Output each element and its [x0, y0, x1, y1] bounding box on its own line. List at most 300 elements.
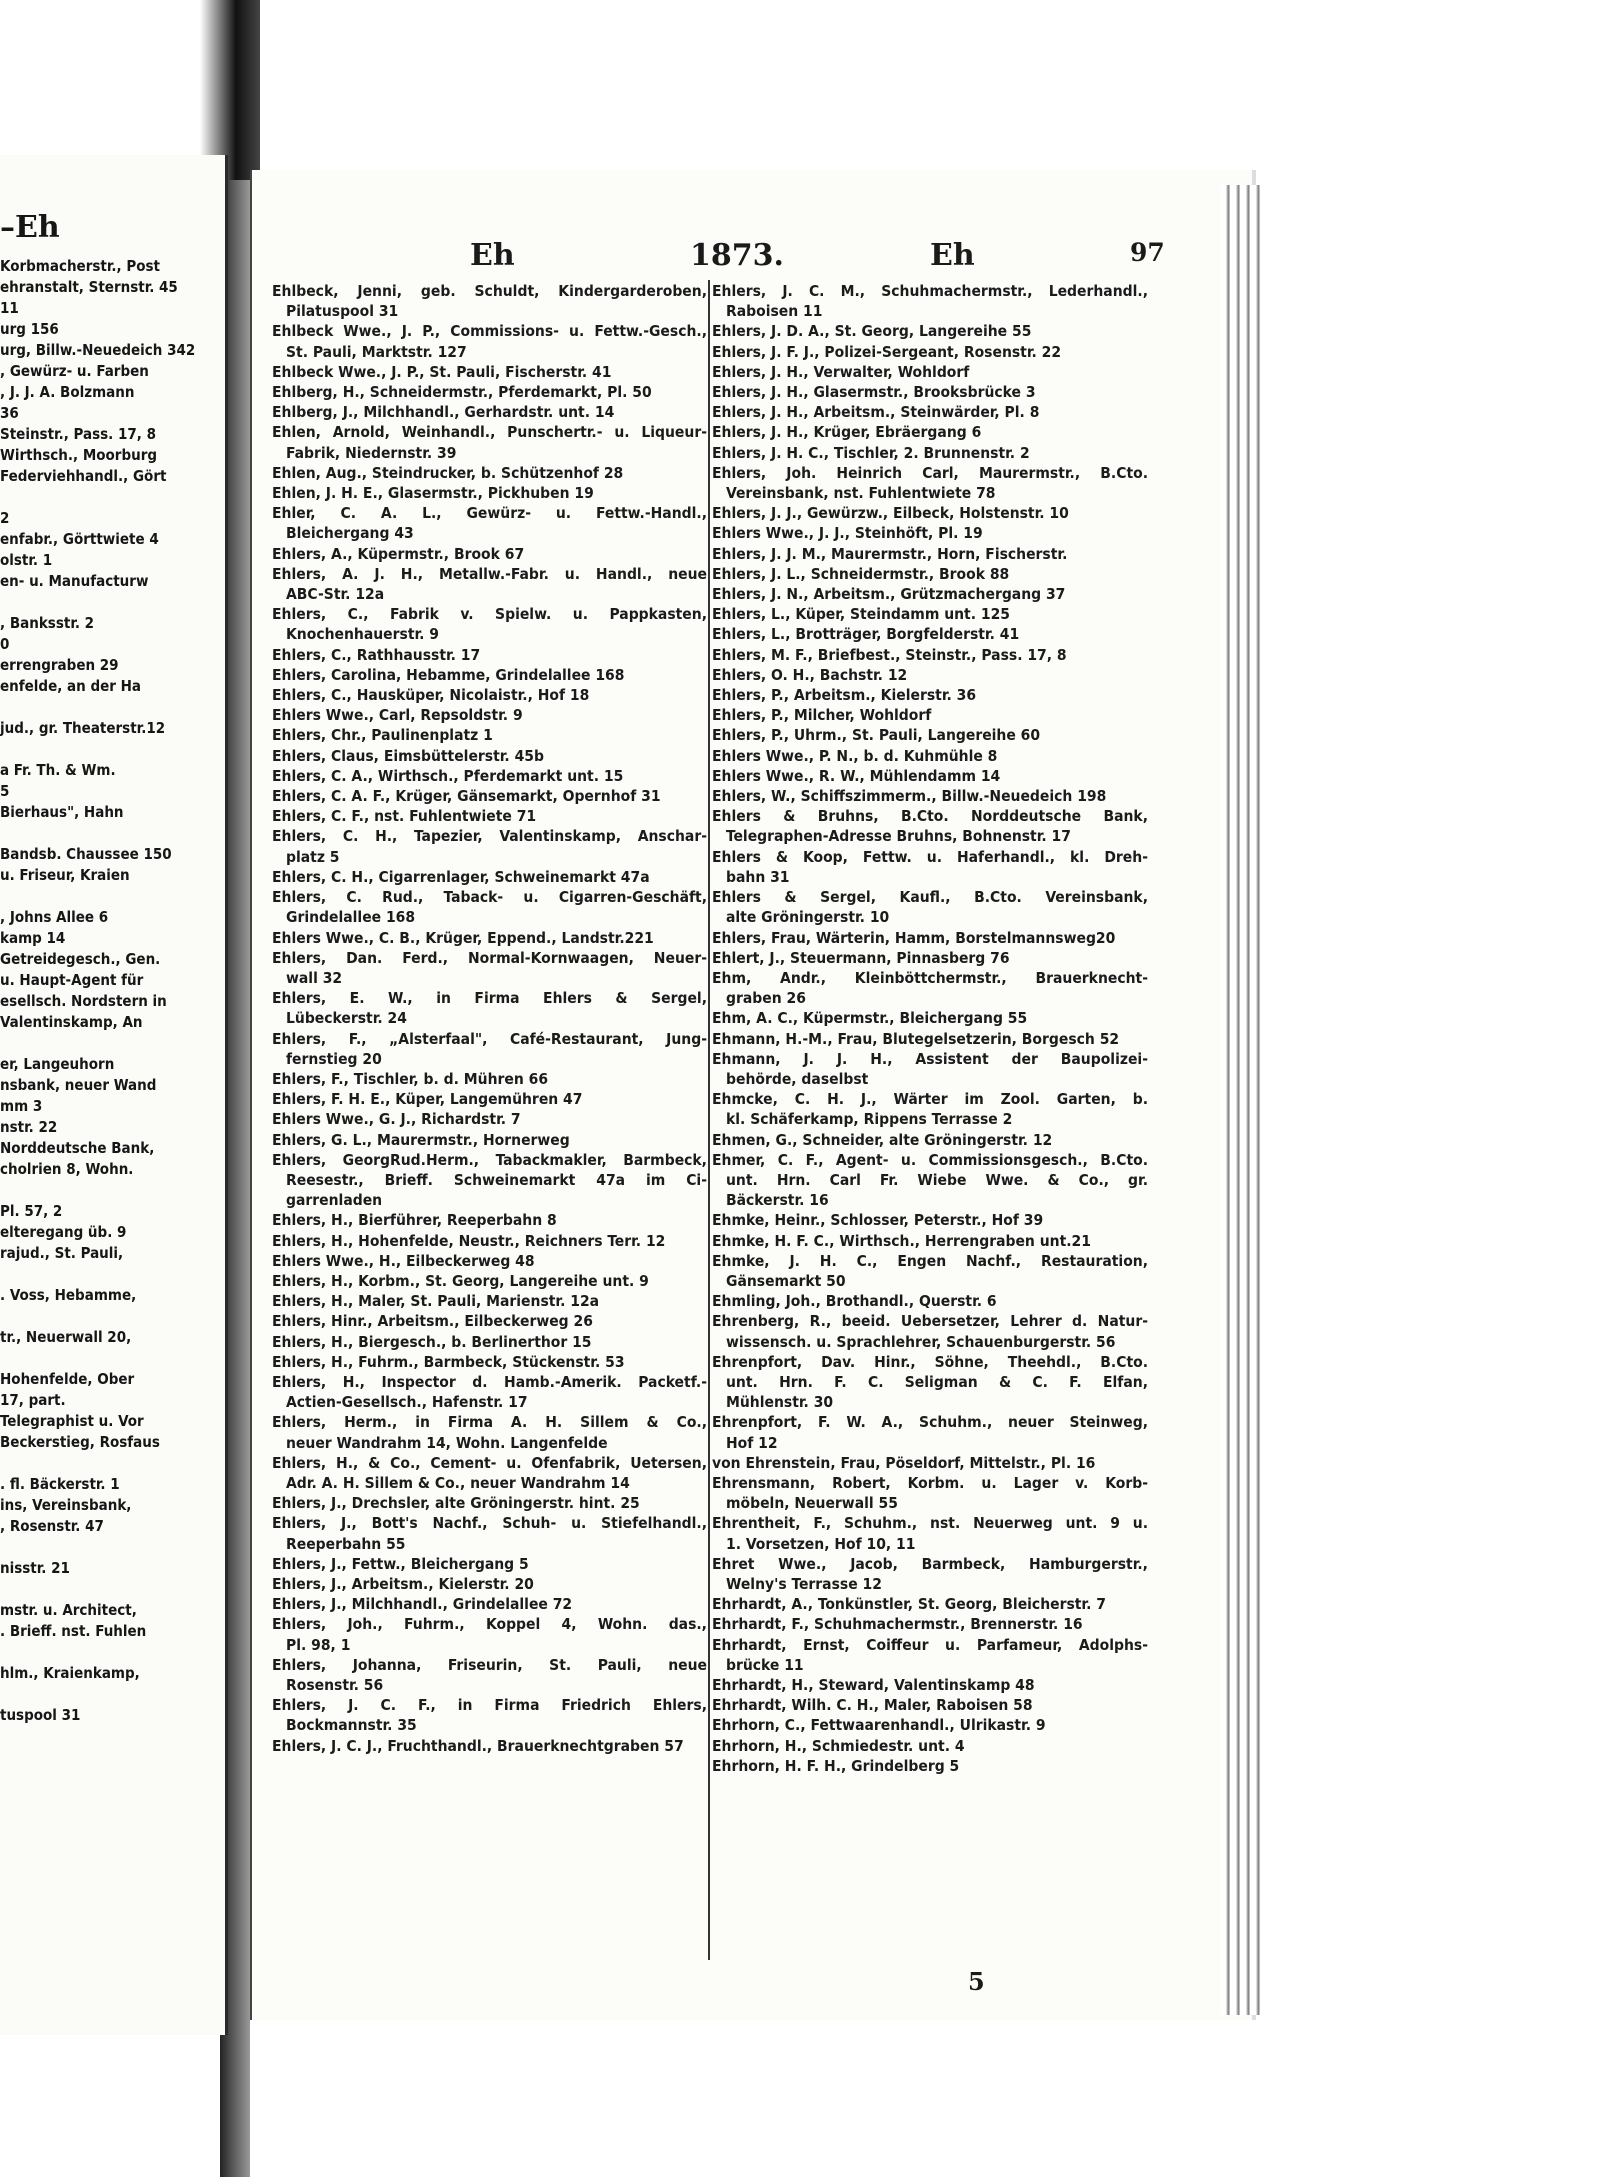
directory-entry: [712, 806, 1148, 846]
entry-line: Ehlers, Joh., Fuhrm., Koppel 4, Wohn. das.,: [272, 1615, 707, 1634]
left-page-line: , Rosenstr. 47: [0, 1517, 104, 1535]
directory-entry: [272, 1029, 707, 1069]
entry-line: Ehlers, J., Bott's Nachf., Schuh- u. Stiefelhandl.,: [272, 1514, 707, 1533]
entry-line: Ehlers, O. H., Bachstr. 12: [712, 665, 908, 684]
left-page-line: nstr. 22: [0, 1118, 58, 1136]
page-header: [270, 238, 1165, 278]
directory-entry: [712, 1029, 1148, 1049]
directory-entry: [712, 564, 1148, 584]
entry-continuation-line: Pl. 98, 1: [286, 1635, 351, 1654]
entry-continuation-line: platz 5: [286, 847, 340, 866]
entry-continuation-line: unt. Hrn. Carl Fr. Wiebe Wwe. & Co., gr.: [726, 1170, 1148, 1189]
directory-entry: [272, 1069, 707, 1089]
entry-continuation-line: möbeln, Neuerwall 55: [726, 1494, 898, 1513]
directory-entry: [712, 1594, 1148, 1614]
left-page-line: [0, 1348, 215, 1369]
entry-line: Ehlers, J. H., Krüger, Ebräergang 6: [712, 423, 982, 442]
directory-column-left: [272, 281, 707, 1756]
left-page-line: Hohenfelde, Ober: [0, 1370, 135, 1388]
left-page-line: Korbmacherstr., Post: [0, 257, 160, 275]
left-page-line: [0, 886, 215, 907]
entry-line: Ehm, A. C., Küpermstr., Bleichergang 55: [712, 1009, 1028, 1028]
entry-line: Ehlert, J., Steuermann, Pinnasberg 76: [712, 948, 1010, 967]
entry-line: Ehlen, Arnold, Weinhandl., Punschertr.- u. Liqueur-: [272, 423, 707, 442]
entry-line: Ehlers, H., Inspector d. Hamb.-Amerik. Packetf.-: [272, 1372, 707, 1391]
entry-line: Ehlers, M. F., Briefbest., Steinstr., Pass. 17, 8: [712, 645, 1067, 664]
directory-entry: [712, 604, 1148, 624]
entry-line: Ehlers, F., Tischler, b. d. Mühren 66: [272, 1069, 549, 1088]
entry-line: Ehlbeck, Jenni, geb. Schuldt, Kindergarderoben,: [272, 282, 707, 300]
scan-shadow: [200, 0, 260, 180]
left-page-line: er, Langeuhorn: [0, 1055, 115, 1073]
directory-entry: [272, 1130, 707, 1150]
directory-entry: [272, 1251, 707, 1271]
entry-line: Ehlers, H., & Co., Cement- u. Ofenfabrik, Uetersen,: [272, 1453, 707, 1472]
directory-entry: [272, 1554, 707, 1574]
left-page-line: [0, 1033, 215, 1054]
left-page-line: hlm., Kraienkamp,: [0, 1664, 140, 1682]
left-page-line: [0, 1264, 215, 1285]
directory-entry: [712, 1251, 1148, 1291]
left-page-line: [0, 1306, 215, 1327]
entry-line: Ehlers, C., Hausküper, Nicolaistr., Hof 18: [272, 686, 590, 705]
left-page-line: a Fr. Th. & Wm.: [0, 761, 116, 779]
directory-entry: [712, 1210, 1148, 1230]
directory-entry: [272, 665, 707, 685]
entry-line: Ehlers, J. F. J., Polizei-Sergeant, Rosenstr. 22: [712, 342, 1062, 361]
left-page-line: u. Friseur, Kraien: [0, 866, 130, 884]
entry-line: Ehlbeck Wwe., J. P., Commissions- u. Fettw.-Gesch.,: [272, 322, 707, 341]
entry-line: Ehlers, H., Fuhrm., Barmbeck, Stückenstr. 53: [272, 1352, 625, 1371]
left-page-line: ins, Vereinsbank,: [0, 1496, 132, 1514]
directory-entry: [712, 1412, 1148, 1452]
entry-line: Ehrhorn, H., Schmiedestr. unt. 4: [712, 1736, 965, 1755]
entry-line: Ehrhardt, Ernst, Coiffeur u. Parfameur, Adolphs-: [712, 1635, 1148, 1654]
left-page-line: olstr. 1: [0, 551, 53, 569]
entry-line: Ehlers, G. L., Maurermstr., Hornerweg: [272, 1130, 570, 1149]
directory-entry: [712, 1614, 1148, 1634]
directory-entry: [272, 362, 707, 382]
left-page-line: mstr. u. Architect,: [0, 1601, 137, 1619]
directory-entry: [712, 342, 1148, 362]
entry-line: Ehlers, J. H., Verwalter, Wohldorf: [712, 362, 970, 381]
directory-entry: [272, 544, 707, 564]
directory-entry: [272, 988, 707, 1028]
directory-entry: [712, 1311, 1148, 1351]
entry-line: Ehlers, L., Küper, Steindamm unt. 125: [712, 605, 1010, 624]
left-page-line: nsbank, neuer Wand: [0, 1076, 157, 1094]
entry-continuation-line: behörde, daselbst: [726, 1069, 869, 1088]
directory-entry: [272, 1271, 707, 1291]
entry-line: Ehrhorn, H. F. H., Grindelberg 5: [712, 1756, 960, 1775]
directory-entry: [272, 564, 707, 604]
left-page-line: Valentinskamp, An: [0, 1013, 143, 1031]
left-page-heading: –Eh: [0, 210, 60, 245]
left-page-line: enfelde, an der Ha: [0, 677, 142, 695]
directory-entry: [712, 705, 1148, 725]
entry-line: Ehlers, J. H. C., Tischler, 2. Brunnenstr. 2: [712, 443, 1030, 462]
directory-entry: [272, 1231, 707, 1251]
directory-entry: [712, 443, 1148, 463]
entry-continuation-line: Rosenstr. 56: [286, 1676, 384, 1695]
left-page-line: 17, part.: [0, 1391, 66, 1409]
entry-line: Ehlers, E. W., in Firma Ehlers & Sergel,: [272, 989, 707, 1008]
left-page-line: . Voss, Hebamme,: [0, 1286, 137, 1304]
header-year: 1873.: [690, 238, 784, 273]
entry-line: Ehrenpfort, Dav. Hinr., Söhne, Theehdl., B.Cto.: [712, 1352, 1148, 1371]
entry-continuation-line: Reeperbahn 55: [286, 1534, 406, 1553]
entry-line: Ehlers, GeorgRud.Herm., Tabackmakler, Barmbeck,: [272, 1150, 707, 1169]
entry-continuation-line: Adr. A. H. Sillem & Co., neuer Wandrahm 14: [286, 1473, 630, 1492]
directory-entry: [272, 321, 707, 361]
left-page-line: . Brieff. nst. Fuhlen: [0, 1622, 147, 1640]
left-page-line: nisstr. 21: [0, 1559, 70, 1577]
left-page-line: elteregang üb. 9: [0, 1223, 127, 1241]
entry-continuation-line: wissensch. u. Sprachlehrer, Schauenburgerstr. 56: [726, 1332, 1116, 1351]
directory-entry: [712, 948, 1148, 968]
entry-line: Ehlers, A. J. H., Metallw.-Fabr. u. Handl., neue: [272, 564, 707, 583]
directory-entry: [272, 1332, 707, 1352]
page-edges: [1220, 185, 1260, 2015]
entry-line: Ehlers, P., Milcher, Wohldorf: [712, 706, 932, 725]
directory-entry: [712, 928, 1148, 948]
entry-line: Ehlers, Dan. Ferd., Normal-Kornwaagen, Neuer-: [272, 948, 707, 967]
left-page-line: 11: [0, 299, 19, 317]
directory-entry: [272, 1614, 707, 1654]
entry-line: Ehrhardt, H., Steward, Valentinskamp 48: [712, 1676, 1035, 1695]
left-page-line: kamp 14: [0, 929, 66, 947]
entry-continuation-line: Mühlenstr. 30: [726, 1393, 834, 1412]
left-page-line: enfabr., Görttwiete 4: [0, 530, 159, 548]
directory-entry: [712, 281, 1148, 321]
entry-line: Ehlen, Aug., Steindrucker, b. Schützenhof 28: [272, 463, 624, 482]
left-page-line: Beckerstieg, Rosfaus: [0, 1433, 160, 1451]
directory-entry: [712, 847, 1148, 887]
entry-line: Ehlers, C. A., Wirthsch., Pferdemarkt unt. 15: [272, 766, 624, 785]
entry-line: Ehlers & Sergel, Kaufl., B.Cto. Vereinsbank,: [712, 888, 1148, 907]
entry-continuation-line: Reesestr., Brieff. Schweinemarkt 47a im Ci-: [286, 1170, 707, 1189]
entry-line: Ehlers, Johanna, Friseurin, St. Pauli, neue: [272, 1655, 707, 1674]
entry-continuation-line: wall 32: [286, 968, 343, 987]
directory-entry: [712, 1554, 1148, 1594]
entry-line: Ehrhardt, F., Schuhmachermstr., Brennerstr. 16: [712, 1615, 1083, 1634]
directory-entry: [712, 1150, 1148, 1211]
directory-entry: [712, 1291, 1148, 1311]
left-page-line: [0, 1579, 215, 1600]
directory-entry: [272, 1453, 707, 1493]
entry-line: Ehlers, H., Bierführer, Reeperbahn 8: [272, 1211, 557, 1230]
left-page-line: tr., Neuerwall 20,: [0, 1328, 132, 1346]
directory-entry: [712, 786, 1148, 806]
directory-entry: [272, 1513, 707, 1553]
left-page-column: [0, 208, 215, 1726]
entry-line: Ehrhardt, Wilh. C. H., Maler, Raboisen 58: [712, 1696, 1033, 1715]
entry-continuation-line: unt. Hrn. F. C. Seligman & C. F. Elfan,: [726, 1372, 1148, 1391]
entry-line: Ehlers, Herm., in Firma A. H. Sillem & Co.,: [272, 1413, 707, 1432]
entry-line: Ehlers, J., Fettw., Bleichergang 5: [272, 1554, 529, 1573]
entry-line: Ehrenpfort, F. W. A., Schuhm., neuer Steinweg,: [712, 1413, 1148, 1432]
entry-line: Ehlers, J. C. F., in Firma Friedrich Ehlers,: [272, 1696, 707, 1715]
directory-entry: [272, 1150, 707, 1211]
directory-entry: [712, 1473, 1148, 1513]
entry-continuation-line: bahn 31: [726, 867, 790, 886]
entry-line: Ehm, Andr., Kleinböttchermstr., Brauerknecht-: [712, 968, 1148, 987]
entry-continuation-line: garrenladen: [286, 1191, 383, 1210]
entry-line: Ehlers, Chr., Paulinenplatz 1: [272, 726, 493, 745]
left-page-line: rajud., St. Pauli,: [0, 1244, 124, 1262]
left-page-line: tuspool 31: [0, 1706, 81, 1724]
directory-entry: [272, 382, 707, 402]
directory-entry: [712, 1130, 1148, 1150]
directory-entry: [712, 1352, 1148, 1413]
directory-entry: [272, 422, 707, 462]
entry-line: Ehlers Wwe., R. W., Mühlendamm 14: [712, 766, 1001, 785]
entry-continuation-line: St. Pauli, Marktstr. 127: [286, 342, 467, 361]
entry-line: Ehlers Wwe., P. N., b. d. Kuhmühle 8: [712, 746, 998, 765]
entry-continuation-line: Bleichergang 43: [286, 524, 414, 543]
entry-continuation-line: fernstieg 20: [286, 1049, 382, 1068]
directory-entry: [272, 1736, 707, 1756]
left-page-line: Wirthsch., Moorburg: [0, 446, 158, 464]
directory-entry: [712, 665, 1148, 685]
left-page-line: 36: [0, 404, 19, 422]
directory-entry: [712, 1231, 1148, 1251]
entry-line: Ehlers, H., Hohenfelde, Neustr., Reichners Terr. 12: [272, 1231, 666, 1250]
directory-entry: [712, 1715, 1148, 1735]
entry-line: Ehlers, F., „Alsterfaal", Café-Restaurant, Jung-: [272, 1029, 707, 1048]
entry-line: Ehlers, Joh. Heinrich Carl, Maurermstr., B.Cto.: [712, 463, 1148, 482]
entry-line: Ehmcke, C. H. J., Wärter im Zool. Garten, b.: [712, 1090, 1148, 1109]
entry-line: Ehlers, Claus, Eimsbüttelerstr. 45b: [272, 746, 544, 765]
directory-entry: [712, 766, 1148, 786]
directory-entry: [272, 503, 707, 543]
entry-line: Ehmer, C. F., Agent- u. Commissionsgesch., B.Cto.: [712, 1150, 1148, 1169]
entry-line: Ehlers, J. L., Schneidermstr., Brook 88: [712, 564, 1010, 583]
entry-line: Ehlers Wwe., C. B., Krüger, Eppend., Landstr.221: [272, 928, 654, 947]
directory-entry: [712, 645, 1148, 665]
directory-entry: [272, 928, 707, 948]
left-page-line: 5: [0, 782, 10, 800]
left-page-line: [0, 697, 215, 718]
entry-line: Ehlers, J., Milchhandl., Grindelallee 72: [272, 1595, 573, 1614]
directory-entry: [712, 725, 1148, 745]
entry-continuation-line: Pilatuspool 31: [286, 302, 399, 321]
left-page-line: [0, 592, 215, 613]
entry-continuation-line: Bockmannstr. 35: [286, 1716, 417, 1735]
entry-line: Ehlers, Frau, Wärterin, Hamm, Borstelmannsweg20: [712, 928, 1116, 947]
entry-line: von Ehrenstein, Frau, Pöseldorf, Mittelstr., Pl. 16: [712, 1453, 1096, 1472]
entry-line: Ehlberg, H., Schneidermstr., Pferdemarkt, Pl. 50: [272, 383, 652, 402]
entry-continuation-line: Lübeckerstr. 24: [286, 1009, 407, 1028]
left-page-line: u. Haupt-Agent für: [0, 971, 144, 989]
directory-entry: [712, 1513, 1148, 1553]
left-page-line: urg 156: [0, 320, 59, 338]
directory-entry: [712, 544, 1148, 564]
entry-line: Ehmann, J. J. H., Assistent der Baupolizei-: [712, 1049, 1148, 1068]
directory-entry: [272, 1655, 707, 1695]
entry-line: Ehlers, C. A. F., Krüger, Gänsemarkt, Opernhof 31: [272, 787, 661, 806]
page-number: 97: [1130, 238, 1165, 267]
entry-continuation-line: Hof 12: [726, 1433, 778, 1452]
header-left-letters: Eh: [470, 238, 515, 273]
entry-continuation-line: ABC-Str. 12a: [286, 585, 385, 604]
signature-mark: 5: [968, 1967, 985, 1996]
left-page-line: Telegraphist u. Vor: [0, 1412, 144, 1430]
directory-entry: [272, 685, 707, 705]
entry-line: Ehrensmann, Robert, Korbm. u. Lager v. Korb-: [712, 1473, 1148, 1492]
directory-entry: [712, 1736, 1148, 1756]
directory-entry: [272, 1089, 707, 1109]
entry-line: Ehlers, L., Brotträger, Borgfelderstr. 41: [712, 625, 1020, 644]
directory-entry: [272, 746, 707, 766]
entry-line: Ehrentheit, F., Schuhm., nst. Neuerweg unt. 9 u.: [712, 1514, 1148, 1533]
directory-entry: [712, 584, 1148, 604]
entry-line: Ehlers, H., Maler, St. Pauli, Marienstr. 12a: [272, 1292, 600, 1311]
entry-continuation-line: Bäckerstr. 16: [726, 1191, 829, 1210]
entry-continuation-line: kl. Schäferkamp, Rippens Terrasse 2: [726, 1110, 1013, 1129]
entry-line: Ehlers, J. D. A., St. Georg, Langereihe 55: [712, 322, 1032, 341]
left-page-line: . fl. Bäckerstr. 1: [0, 1475, 120, 1493]
left-page-line: errengraben 29: [0, 656, 119, 674]
directory-entry: [712, 746, 1148, 766]
entry-line: Ehlers, P., Uhrm., St. Pauli, Langereihe 60: [712, 726, 1041, 745]
entry-line: Ehrhardt, A., Tonkünstler, St. Georg, Bleicherstr. 7: [712, 1595, 1106, 1614]
entry-line: Ehrenberg, R., beeid. Uebersetzer, Lehrer d. Natur-: [712, 1312, 1148, 1331]
left-page-line: Steinstr., Pass. 17, 8: [0, 425, 156, 443]
directory-entry: [272, 1352, 707, 1372]
left-page-line: [0, 1684, 215, 1705]
entry-line: Ehlers, F. H. E., Küper, Langemühren 47: [272, 1090, 583, 1109]
entry-line: Ehlers, J. H., Arbeitsm., Steinwärder, Pl. 8: [712, 403, 1040, 422]
directory-entry: [272, 806, 707, 826]
left-page-line: , Johns Allee 6: [0, 908, 109, 926]
entry-line: Ehlberg, J., Milchhandl., Gerhardstr. unt. 14: [272, 403, 615, 422]
entry-line: Ehlbeck Wwe., J. P., St. Pauli, Fischerstr. 41: [272, 362, 612, 381]
entry-continuation-line: Knochenhauerstr. 9: [286, 625, 440, 644]
directory-entry: [272, 786, 707, 806]
entry-line: Ehlers, J. N., Arbeitsm., Grützmachergang 37: [712, 585, 1066, 604]
left-page-line: [0, 823, 215, 844]
header-right-letters: Eh: [930, 238, 975, 273]
directory-entry: [272, 402, 707, 422]
directory-entry: [272, 1695, 707, 1735]
entry-line: Ehlers & Koop, Fettw. u. Haferhandl., kl. Dreh-: [712, 847, 1148, 866]
left-page-line: Bierhaus", Hahn: [0, 803, 124, 821]
directory-entry: [712, 1008, 1148, 1028]
left-page-line: , Gewürz- u. Farben: [0, 362, 149, 380]
directory-entry: [272, 645, 707, 665]
directory-entry: [712, 1089, 1148, 1129]
directory-entry: [712, 382, 1148, 402]
directory-entry: [712, 1695, 1148, 1715]
entry-line: Ehlers Wwe., H., Eilbeckerweg 48: [272, 1251, 535, 1270]
entry-continuation-line: Gänsemarkt 50: [726, 1271, 846, 1290]
left-page-line: Getreidegesch., Gen.: [0, 950, 161, 968]
directory-entry: [272, 725, 707, 745]
directory-entry: [712, 463, 1148, 503]
entry-line: Ehlers, C. F., nst. Fuhlentwiete 71: [272, 807, 537, 826]
directory-entry: [712, 968, 1148, 1008]
directory-entry: [272, 1412, 707, 1452]
entry-line: Ehlers Wwe., J. J., Steinhöft, Pl. 19: [712, 524, 983, 543]
entry-continuation-line: 1. Vorsetzen, Hof 10, 11: [726, 1534, 916, 1553]
directory-entry: [272, 1210, 707, 1230]
left-page-line: cholrien 8, Wohn.: [0, 1160, 134, 1178]
directory-entry: [712, 422, 1148, 442]
left-page-line: [0, 1537, 215, 1558]
entry-line: Ehlers, C., Rathhausstr. 17: [272, 645, 481, 664]
column-divider: [708, 280, 710, 1960]
directory-entry: [272, 1311, 707, 1331]
directory-entry: [712, 523, 1148, 543]
entry-line: Ehlers, C. H., Cigarrenlager, Schweinemarkt 47a: [272, 867, 650, 886]
entry-continuation-line: graben 26: [726, 989, 806, 1008]
directory-entry: [272, 826, 707, 866]
directory-entry: [712, 624, 1148, 644]
entry-line: Ehlers, Carolina, Hebamme, Grindelallee 168: [272, 665, 625, 684]
entry-line: Ehlers, C. Rud., Taback- u. Cigarren-Geschäft,: [272, 888, 707, 907]
entry-continuation-line: Raboisen 11: [726, 302, 823, 321]
left-page-line: ehranstalt, Sternstr. 45: [0, 278, 178, 296]
directory-entry: [272, 1372, 707, 1412]
directory-entry: [272, 766, 707, 786]
directory-entry: [272, 483, 707, 503]
entry-continuation-line: brücke 11: [726, 1655, 804, 1674]
entry-line: Ehlers, P., Arbeitsm., Kielerstr. 36: [712, 686, 977, 705]
left-page-line: en- u. Manufacturw: [0, 572, 149, 590]
left-page-line: [0, 487, 215, 508]
left-page-lines: [0, 256, 215, 1726]
entry-continuation-line: Fabrik, Niedernstr. 39: [286, 443, 457, 462]
left-page-line: Bandsb. Chaussee 150: [0, 845, 172, 863]
left-page-line: , Banksstr. 2: [0, 614, 95, 632]
left-page-line: 2: [0, 509, 10, 527]
entry-line: Ehlers & Bruhns, B.Cto. Norddeutsche Bank,: [712, 807, 1148, 826]
directory-entry: [272, 867, 707, 887]
entry-line: Ehlen, J. H. E., Glasermstr., Pickhuben 19: [272, 484, 594, 503]
entry-line: Ehlers, J. J., Gewürzw., Eilbeck, Holstenstr. 10: [712, 504, 1069, 523]
directory-entry: [712, 1635, 1148, 1675]
directory-entry: [272, 887, 707, 927]
entry-line: Ehret Wwe., Jacob, Barmbeck, Hamburgerstr.,: [712, 1554, 1148, 1573]
directory-column-right: [712, 281, 1148, 1776]
entry-line: Ehrhorn, C., Fettwaarenhandl., Ulrikastr. 9: [712, 1716, 1046, 1735]
directory-entry: [712, 887, 1148, 927]
left-page-line: jud., gr. Theaterstr.12: [0, 719, 166, 737]
entry-line: Ehlers, J. C. M., Schuhmachermstr., Lederhandl.,: [712, 282, 1148, 300]
left-page-line: , J. J. A. Bolzmann: [0, 383, 135, 401]
directory-entry: [272, 604, 707, 644]
entry-continuation-line: neuer Wandrahm 14, Wohn. Langenfelde: [286, 1433, 608, 1452]
directory-entry: [272, 1594, 707, 1614]
entry-line: Ehlers Wwe., Carl, Repsoldstr. 9: [272, 706, 523, 725]
directory-entry: [712, 402, 1148, 422]
entry-line: Ehlers, H., Biergesch., b. Berlinerthor 15: [272, 1332, 592, 1351]
left-page-line: [0, 1642, 215, 1663]
left-page-line: Pl. 57, 2: [0, 1202, 63, 1220]
entry-line: Ehmen, G., Schneider, alte Gröningerstr. 12: [712, 1130, 1053, 1149]
directory-entry: [712, 685, 1148, 705]
left-page-line: mm 3: [0, 1097, 43, 1115]
entry-line: Ehlers, C., Fabrik v. Spielw. u. Pappkasten,: [272, 605, 707, 624]
entry-continuation-line: Telegraphen-Adresse Bruhns, Bohnenstr. 17: [726, 827, 1071, 846]
directory-entry: [272, 705, 707, 725]
entry-line: Ehlers, Hinr., Arbeitsm., Eilbeckerweg 26: [272, 1312, 593, 1331]
left-page-line: esellsch. Nordstern in: [0, 992, 167, 1010]
entry-continuation-line: Welny's Terrasse 12: [726, 1575, 882, 1593]
left-page-line: Federviehhandl., Gört: [0, 467, 167, 485]
entry-continuation-line: Grindelallee 168: [286, 908, 416, 927]
